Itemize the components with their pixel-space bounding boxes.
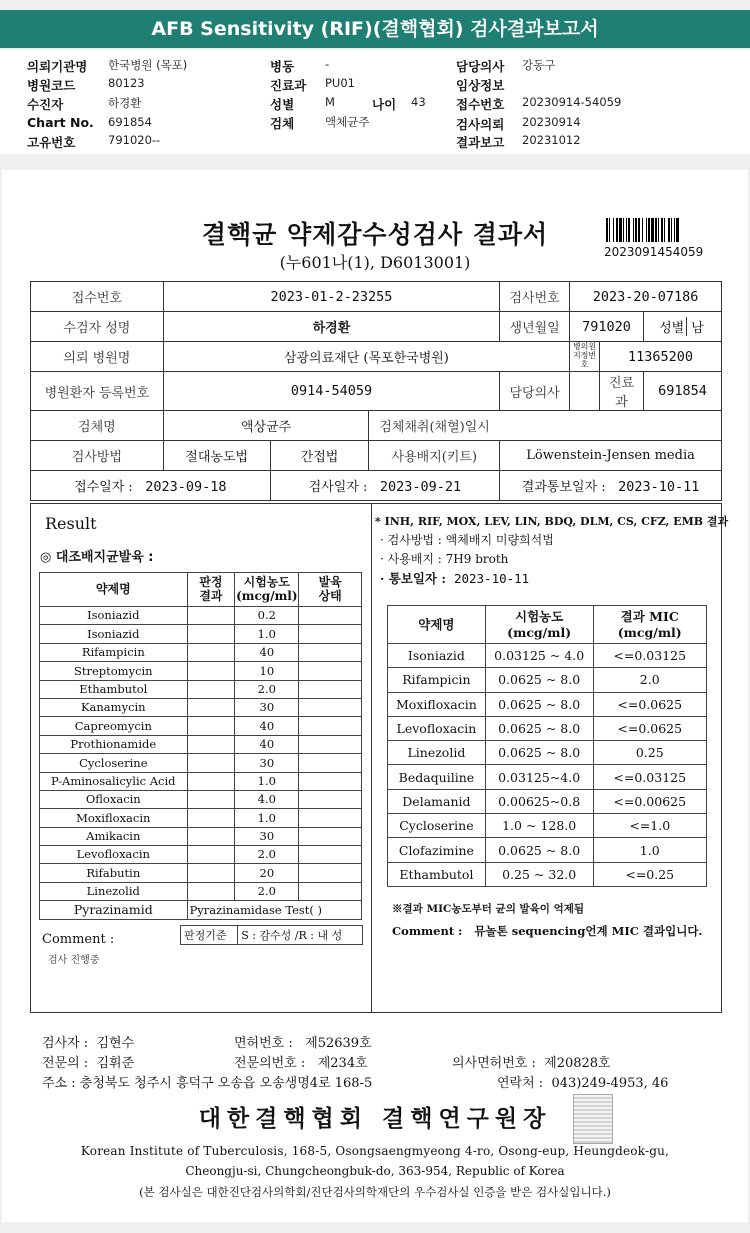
mic-note: ※결과 MIC농도부터 균의 발육이 억제됨	[392, 903, 585, 915]
test-date: 2023-09-21	[379, 479, 462, 495]
test-concentration: 40	[235, 717, 299, 735]
mic-drug-list: * INH, RIF, MOX, LEV, LIN, BDQ, DLM, CS, CFZ, EMB 결과	[375, 515, 729, 528]
info-label: 성별	[270, 97, 295, 112]
absolute-method-table	[39, 572, 362, 920]
hospital-name: 삼광의료재단 (목포한국병원)	[163, 342, 569, 372]
mic-result: 2.0	[593, 668, 707, 692]
growth-status	[299, 754, 362, 772]
mic-result-table	[387, 605, 707, 887]
dept-label: 진료과	[600, 372, 644, 411]
drug-name: Amikacin	[40, 827, 188, 845]
mic-medium: · 사용배지 : 7H9 broth	[380, 552, 509, 566]
specialist-no: 제234호	[317, 1056, 368, 1071]
info-value: PU01	[325, 76, 355, 90]
test-concentration: 2.0	[235, 680, 299, 698]
drug-name: Prothionamide	[40, 735, 188, 753]
drug-name: Capreomycin	[40, 717, 188, 735]
dept-value: 691854	[643, 372, 721, 411]
drug-row	[40, 809, 362, 827]
hospital-label: 의뢰 병원명	[31, 342, 164, 372]
col-header-concentration: 시험농도 (mcg/ml)	[235, 573, 299, 607]
mic-test-range: 0.00625~0.8	[485, 789, 593, 813]
test-concentration: 30	[235, 827, 299, 845]
judgement	[187, 698, 235, 716]
mic-row	[388, 668, 707, 692]
drug-row	[40, 846, 362, 864]
patient-name-label: 수검자 성명	[31, 312, 164, 342]
growth-status	[299, 698, 362, 716]
mic-result: <=0.03125	[593, 644, 707, 668]
mic-drug-name: Linezolid	[388, 741, 486, 765]
info-label: 접수번호	[456, 97, 505, 112]
mic-test-range: 0.03125 ~ 4.0	[485, 644, 593, 668]
test-concentration: 30	[235, 754, 299, 772]
info-value: 791020--	[108, 133, 161, 147]
notify-date-label: 결과통보일자 :	[521, 480, 606, 495]
drug-row	[40, 643, 362, 661]
document-title: 결핵균 약제감수성검사 결과서	[201, 220, 549, 249]
mic-drug-name: Ethambutol	[388, 862, 486, 886]
drug-row	[40, 680, 362, 698]
growth-status	[299, 882, 362, 900]
info-label: 담당의사	[456, 59, 505, 74]
drug-name: Linezolid	[40, 882, 188, 900]
info-label: 수진자	[27, 97, 64, 112]
judgement	[187, 772, 235, 790]
info-value: 하경환	[108, 96, 142, 110]
drug-name: Levofloxacin	[40, 846, 188, 864]
mic-test-range: 0.0625 ~ 8.0	[485, 668, 593, 692]
test-no-label: 검사번호	[500, 282, 570, 312]
mic-col-header-drug: 약제명	[388, 606, 486, 644]
drug-row	[40, 662, 362, 680]
mic-row	[388, 741, 707, 765]
organization-name: 대한결핵협회 결핵연구원장	[198, 1105, 552, 1132]
info-value: 43	[411, 95, 426, 109]
test-date-label: 검사일자 :	[308, 480, 368, 495]
test-concentration: 1.0	[235, 625, 299, 643]
info-label: 결과보고	[456, 135, 505, 150]
growth-status	[299, 790, 362, 808]
receipt-no: 2023-01-2-23255	[163, 282, 499, 312]
mic-result: 0.25	[593, 741, 707, 765]
mic-result: <=0.25	[593, 862, 707, 886]
mic-row	[388, 838, 707, 862]
method-indirect: 간접법	[270, 441, 369, 471]
method-absolute: 절대농도법	[163, 441, 270, 471]
english-address-line1: Korean Institute of Tuberculosis, 168-5, Osongsaengmyeong 4-ro, Osong-eup, Heungdeok-gu,	[80, 1144, 670, 1158]
specimen-value: 액상균주	[163, 411, 369, 441]
mic-notify-date: 2023-10-11	[453, 571, 530, 586]
judgement	[187, 846, 235, 864]
mic-comment-row	[392, 923, 702, 939]
mic-test-range: 0.0625 ~ 8.0	[485, 838, 593, 862]
test-concentration: 1.0	[235, 809, 299, 827]
mic-test-range: 0.03125~4.0	[485, 765, 593, 789]
specimen-label: 검체명	[31, 411, 164, 441]
judgement	[187, 864, 235, 882]
drug-name: Rifabutin	[40, 864, 188, 882]
test-date-cell	[270, 471, 500, 501]
drug-name: Cycloserine	[40, 754, 188, 772]
judgement	[187, 882, 235, 900]
mic-drug-name: Delamanid	[388, 789, 486, 813]
receipt-no-label: 접수번호	[31, 282, 164, 312]
test-concentration: 2.0	[235, 846, 299, 864]
license-label: 면허번호 :	[234, 1036, 293, 1051]
dob-label: 생년월일	[500, 312, 570, 342]
pza-test: Pyrazinamidase Test( )	[187, 901, 361, 919]
mic-result: <=0.0625	[593, 692, 707, 716]
mic-comment-value: 뮤놀톤 sequencing언계 MIC 결과입니다.	[474, 924, 703, 938]
mic-comment-label: Comment :	[392, 924, 463, 938]
doctor-license-row	[452, 1052, 611, 1071]
judgement	[187, 625, 235, 643]
mic-result: <=0.0625	[593, 716, 707, 740]
sex-cell	[643, 312, 721, 342]
test-concentration: 30	[235, 698, 299, 716]
contact-row	[497, 1072, 668, 1091]
test-concentration: 1.0	[235, 772, 299, 790]
judgement	[187, 662, 235, 680]
info-value: 691854	[108, 115, 152, 129]
mic-row	[388, 789, 707, 813]
doctor-label: 담당의사	[500, 372, 570, 411]
criteria-table	[180, 925, 363, 945]
info-label: 검체	[270, 116, 295, 131]
hospital-no-label	[570, 342, 600, 372]
judgement	[187, 717, 235, 735]
barcode-image	[606, 218, 711, 242]
mic-drug-name: Bedaquiline	[388, 765, 486, 789]
test-concentration: 2.0	[235, 882, 299, 900]
notify-date: 2023-10-11	[618, 479, 700, 495]
barcode-number: 2023091454059	[604, 245, 704, 259]
growth-status	[299, 643, 362, 661]
test-concentration: 4.0	[235, 790, 299, 808]
criteria-label: 판정기준	[181, 926, 238, 945]
mic-notify-row	[380, 569, 529, 587]
drug-name: P-Aminosalicylic Acid	[40, 772, 188, 790]
mic-test-range: 0.0625 ~ 8.0	[485, 716, 593, 740]
report-info-panel	[0, 50, 750, 154]
growth-status	[299, 717, 362, 735]
growth-status	[299, 846, 362, 864]
mic-col-header-range: 시험농도 (mcg/ml)	[485, 606, 593, 644]
sex-value: 남	[691, 321, 704, 336]
receive-date-cell	[31, 471, 271, 501]
judgement	[187, 754, 235, 772]
mic-col-header-result: 결과 MIC (mcg/ml)	[593, 606, 707, 644]
info-label: 고유번호	[27, 135, 76, 150]
test-concentration: 40	[235, 643, 299, 661]
mic-test-range: 1.0 ~ 128.0	[485, 814, 593, 838]
license-row	[234, 1032, 372, 1051]
drug-name: Isoniazid	[40, 607, 188, 625]
info-value: 20230914	[522, 115, 581, 129]
drug-row	[40, 790, 362, 808]
drug-row	[40, 882, 362, 900]
mic-drug-name: Rifampicin	[388, 668, 486, 692]
tester-name: 김현수	[96, 1036, 135, 1051]
doctor-license-label: 의사면허번호 :	[452, 1056, 536, 1071]
growth-status	[299, 662, 362, 680]
test-concentration: 0.2	[235, 607, 299, 625]
info-label: 나이	[372, 97, 397, 112]
info-label: 병원코드	[27, 78, 76, 93]
comment-value: 검사 진행중	[48, 955, 100, 966]
drug-name: Streptomycin	[40, 662, 188, 680]
mic-test-range: 0.0625 ~ 8.0	[485, 741, 593, 765]
tester-row	[42, 1032, 134, 1051]
growth-status	[299, 864, 362, 882]
patient-reg-label: 병원환자 등록번호	[31, 372, 164, 411]
criteria-value: S : 감수성 /R : 내 성	[238, 926, 363, 945]
mic-row	[388, 644, 707, 668]
license-number: 제52639호	[305, 1036, 372, 1051]
doctor-license: 제20828호	[544, 1056, 611, 1071]
mic-drug-name: Levofloxacin	[388, 716, 486, 740]
drug-name: Isoniazid	[40, 625, 188, 643]
drug-name: Ethambutol	[40, 680, 188, 698]
patient-reg-no: 0914-54059	[163, 372, 499, 411]
drug-row	[40, 607, 362, 625]
mic-test-range: 0.0625 ~ 8.0	[485, 692, 593, 716]
test-concentration: 20	[235, 864, 299, 882]
growth-status	[299, 827, 362, 845]
mic-row	[388, 765, 707, 789]
specialist-label: 전문의 :	[42, 1056, 89, 1071]
growth-status	[299, 680, 362, 698]
judgement	[187, 643, 235, 661]
mic-result: <=1.0	[593, 814, 707, 838]
judgement	[187, 680, 235, 698]
drug-name: Moxifloxacin	[40, 809, 188, 827]
growth-status	[299, 809, 362, 827]
mic-row	[388, 692, 707, 716]
info-value: 강동구	[522, 58, 556, 72]
info-label: 진료과	[270, 78, 307, 93]
specialist-row	[42, 1052, 134, 1071]
address: 충청북도 청주시 흥덕구 오송읍 오송생명4로 168-5	[79, 1076, 373, 1091]
info-value: 20230914-54059	[522, 95, 622, 109]
drug-row	[40, 772, 362, 790]
drug-row	[40, 735, 362, 753]
mic-result: <=0.03125	[593, 765, 707, 789]
info-value: -	[325, 57, 330, 71]
specialist-no-label: 전문의번호 :	[234, 1056, 306, 1071]
growth-status	[299, 735, 362, 753]
hospital-no-label-line2: 지정번호	[572, 351, 597, 369]
test-concentration: 40	[235, 735, 299, 753]
drug-row	[40, 864, 362, 882]
judgement	[187, 607, 235, 625]
mic-result: 1.0	[593, 838, 707, 862]
contact-label: 연락처 :	[497, 1076, 544, 1091]
dob: 791020	[570, 312, 644, 342]
drug-name: Rifampicin	[40, 643, 188, 661]
drug-row	[40, 717, 362, 735]
doctor-value	[570, 372, 600, 411]
notify-date-cell	[500, 471, 722, 501]
info-label: 병동	[270, 59, 295, 74]
mic-test-range: 0.25 ~ 32.0	[485, 862, 593, 886]
method-label: 검사방법	[31, 441, 164, 471]
mic-drug-name: Moxifloxacin	[388, 692, 486, 716]
drug-row	[40, 827, 362, 845]
info-value: M	[325, 95, 335, 109]
contact: 043)249-4953, 46	[551, 1076, 669, 1091]
receive-date: 2023-09-18	[145, 479, 227, 495]
test-concentration: 10	[235, 662, 299, 680]
request-info-table	[30, 281, 722, 501]
info-label: 임상정보	[456, 78, 505, 93]
drug-name: Ofloxacin	[40, 790, 188, 808]
result-divider	[371, 503, 372, 1013]
mic-row	[388, 862, 707, 886]
report-title: AFB Sensitivity (RIF)(결핵협회) 검사결과보고서	[0, 10, 750, 48]
test-no: 2023-20-07186	[570, 282, 722, 312]
hospital-no-label-line1: 병의원	[572, 342, 597, 352]
col-header-drug: 약제명	[40, 573, 188, 607]
col-header-growth: 발육 상태	[299, 573, 362, 607]
info-value: 20231012	[522, 133, 581, 147]
tester-label: 검사자 :	[42, 1036, 89, 1051]
receive-date-label: 접수일자 :	[74, 480, 133, 495]
mic-row	[388, 716, 707, 740]
patient-name: 하경환	[163, 312, 499, 342]
info-value: 80123	[108, 76, 145, 90]
growth-status	[299, 772, 362, 790]
english-address-line2: Cheongju-si, Chungcheongbuk-do, 363-954, Republic of Korea	[185, 1164, 565, 1178]
hospital-no: 11365200	[600, 342, 722, 372]
growth-status	[299, 625, 362, 643]
document-subtitle: (누601나(1), D6013001)	[279, 253, 471, 272]
specialist-no-row	[234, 1052, 368, 1071]
address-label: 주소 :	[42, 1076, 76, 1091]
drug-name: Kanamycin	[40, 698, 188, 716]
judgement	[187, 735, 235, 753]
mic-drug-name: Isoniazid	[388, 644, 486, 668]
growth-status	[299, 607, 362, 625]
result-heading: Result	[45, 514, 97, 533]
drug-row	[40, 625, 362, 643]
drug-row	[40, 754, 362, 772]
mic-row	[388, 814, 707, 838]
collect-label: 검체채취(채혈)일시	[369, 411, 500, 441]
info-label: Chart No.	[27, 115, 94, 130]
judgement	[187, 827, 235, 845]
mic-notify-label: · 통보일자 :	[380, 571, 446, 586]
mic-method: · 검사방법 : 액체배지 미량희석법	[380, 533, 554, 547]
sex-label: 성별	[657, 317, 687, 336]
medium-value: Löwenstein-Jensen media	[500, 441, 722, 471]
comment-label: Comment :	[42, 932, 115, 947]
info-value: 한국병원 (목포)	[108, 58, 188, 72]
control-growth-label: ◎ 대조배지균발육 :	[40, 550, 154, 565]
mic-drug-name: Clofazimine	[388, 838, 486, 862]
judgement	[187, 790, 235, 808]
specialist-name: 김휘준	[96, 1056, 135, 1071]
judgement	[187, 809, 235, 827]
mic-result: <=0.00625	[593, 789, 707, 813]
info-label: 검사의뢰	[456, 117, 505, 132]
pza-drug: Pyrazinamid	[40, 901, 188, 919]
drug-row	[40, 698, 362, 716]
collect-value	[500, 411, 722, 441]
col-header-judgement: 판정 결과	[187, 573, 235, 607]
certification-note: (본 검사실은 대한진단검사의학회/진단검사의학재단의 우수검사실 인증을 받은 검사실입니다.)	[139, 1185, 611, 1199]
mic-drug-name: Cycloserine	[388, 814, 486, 838]
info-label: 의뢰기관명	[27, 59, 88, 74]
barcode-bar	[676, 218, 679, 242]
medium-label: 사용배지(키트)	[369, 441, 500, 471]
address-row	[42, 1072, 372, 1091]
info-value: 액체균주	[325, 115, 370, 129]
